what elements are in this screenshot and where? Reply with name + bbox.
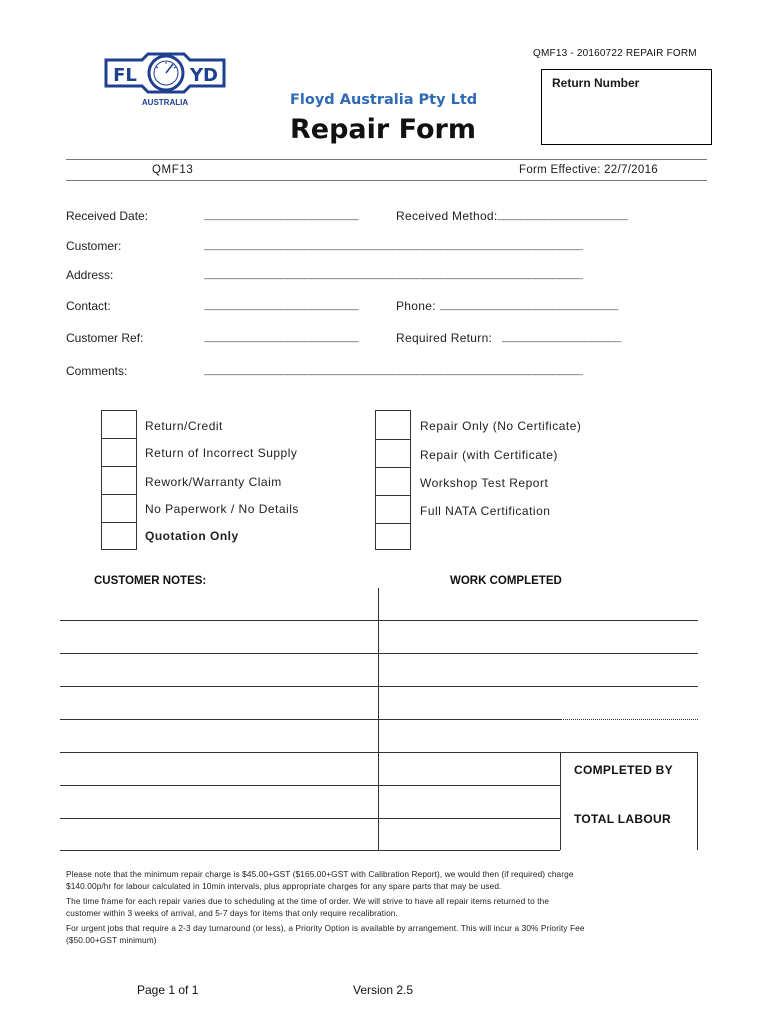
disclaimer-line: ($50.00+GST minimum) (66, 935, 157, 945)
notes-row-line (60, 850, 560, 851)
floyd-logo (100, 50, 230, 112)
form-effective-date: Form Effective: 22/7/2016 (519, 164, 658, 176)
option-return-incorrect-supply[interactable]: Return of Incorrect Supply (145, 446, 298, 460)
option-rework-warranty[interactable]: Rework/Warranty Claim (145, 475, 282, 489)
document-code: QMF13 - 20160722 REPAIR FORM (533, 48, 697, 59)
disclaimer-line: The time frame for each repair varies due to scheduling at the time of order. We will strive to have all repair items returned to the (66, 896, 550, 906)
checkbox-divider (101, 438, 137, 439)
option-return-credit[interactable]: Return/Credit (145, 419, 223, 433)
return-number-box[interactable] (541, 69, 712, 145)
logo-text-left: FL (113, 65, 137, 86)
option-repair-with-certificate[interactable]: Repair (with Certificate) (420, 448, 558, 462)
required-return-label: Required Return: (396, 331, 493, 345)
checkbox-divider (101, 466, 137, 467)
customer-ref-field[interactable]: __________________________ (204, 331, 358, 345)
checkbox-divider (101, 494, 137, 495)
phone-label: Phone: (396, 299, 436, 313)
required-return-field[interactable]: ____________________ (502, 331, 621, 345)
left-checkbox-column[interactable] (101, 410, 137, 550)
checkbox-divider (375, 523, 411, 524)
disclaimer-line: For urgent jobs that require a 2-3 day turnaround (or less), a Priority Option is available by arrangement. This will incur a 30% Priority Fee (66, 923, 585, 933)
received-date-label: Received Date: (66, 209, 149, 223)
header-divider-bottom (66, 180, 707, 181)
contact-field[interactable]: __________________________ (204, 299, 358, 313)
notes-row-line (60, 719, 560, 720)
customer-notes-heading: CUSTOMER NOTES: (94, 575, 207, 587)
notes-row-line (60, 785, 560, 786)
option-full-nata[interactable]: Full NATA Certification (420, 504, 551, 518)
disclaimer-priority (66, 922, 706, 946)
comments-field[interactable]: ________________________________________________________________ (204, 364, 582, 378)
disclaimer-timeframe (66, 895, 706, 919)
checkbox-divider (375, 439, 411, 440)
notes-row-line (60, 752, 560, 753)
option-quotation-only[interactable]: Quotation Only (145, 529, 239, 543)
notes-row-line (60, 620, 698, 621)
page-number: Page 1 of 1 (137, 983, 199, 997)
customer-ref-label: Customer Ref: (66, 331, 144, 345)
checkbox-divider (375, 467, 411, 468)
received-method-field[interactable]: ______________________ (497, 209, 627, 223)
work-completed-heading: WORK COMPLETED (450, 575, 562, 587)
form-code: QMF13 (152, 164, 194, 176)
header-divider-top (66, 159, 707, 160)
received-method-label: Received Method: (396, 209, 498, 223)
checkbox-divider (101, 522, 137, 523)
total-labour-label: TOTAL LABOUR (574, 812, 671, 826)
logo-text-right: YD (190, 65, 218, 86)
right-checkbox-column[interactable] (375, 410, 411, 550)
contact-label: Contact: (66, 299, 111, 313)
customer-field[interactable]: ________________________________________________________________ (204, 239, 582, 253)
option-no-paperwork[interactable]: No Paperwork / No Details (145, 502, 299, 516)
disclaimer-line: $140.00p/hr for labour calculated in 10min intervals, plus appropriate charges for any spare parts that may be used. (66, 881, 502, 891)
comments-label: Comments: (66, 364, 128, 378)
address-label: Address: (66, 268, 114, 282)
disclaimer-line: Please note that the minimum repair charge is $45.00+GST ($165.00+GST with Calibration Report), we would then (if required) charge (66, 869, 574, 879)
form-title: Repair Form (290, 114, 476, 145)
notes-row-line-dotted (560, 719, 698, 720)
option-workshop-test-report[interactable]: Workshop Test Report (420, 476, 549, 490)
notes-row-line (60, 686, 698, 687)
checkbox-divider (375, 495, 411, 496)
customer-label: Customer: (66, 239, 122, 253)
version-number: Version 2.5 (353, 983, 414, 997)
option-repair-only[interactable]: Repair Only (No Certificate) (420, 419, 582, 433)
notes-row-line (60, 653, 698, 654)
logo-country: AUSTRALIA (141, 98, 189, 107)
notes-row-line (60, 818, 560, 819)
phone-field[interactable]: ______________________________ (440, 299, 618, 313)
disclaimer-line: customer within 3 weeks of arrival, and 5-7 days for items that only require recalibration. (66, 908, 398, 918)
completed-by-label: COMPLETED BY (574, 763, 673, 777)
company-name: Floyd Australia Pty Ltd (290, 92, 478, 108)
return-number-label: Return Number (552, 76, 640, 90)
address-field[interactable]: ________________________________________________________________ (204, 268, 582, 282)
received-date-field[interactable]: __________________________ (204, 209, 358, 223)
disclaimer-minimum-charge (66, 868, 706, 892)
